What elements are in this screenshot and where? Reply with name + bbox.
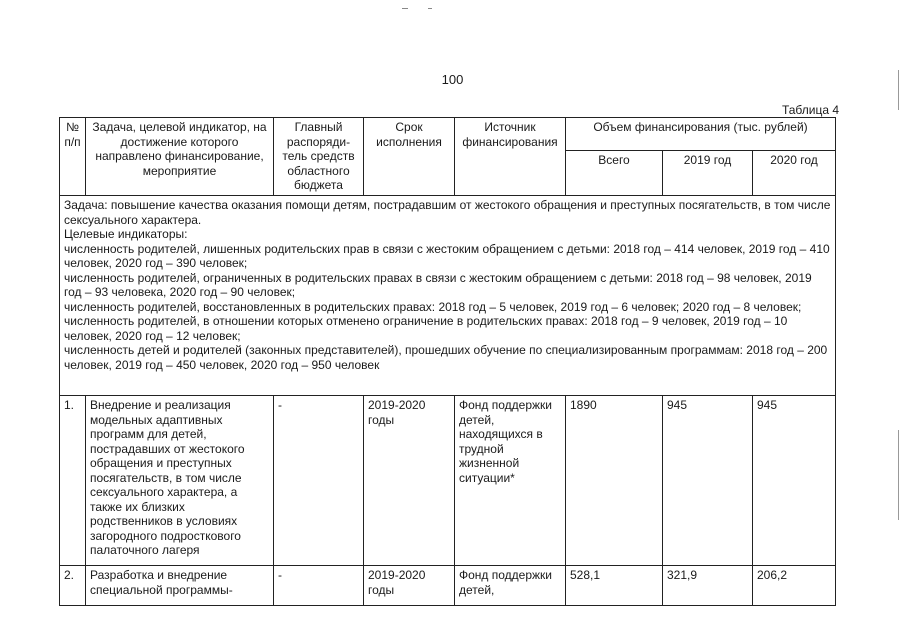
indicator-item: численность родителей, ограниченных в родительских правах в связи с жестоким обращением с детьми: 2018 год – 98 человек, 2019 год – 93 человека, 2020 год – 90 человек; [64,270,812,299]
scan-speck [428,8,432,9]
indicators-heading: Целевые индикаторы: [64,227,188,241]
row-manager: - [274,566,364,606]
row-source: Фонд поддержки детей, находящихся в трудной жизненной ситуации* [455,396,566,566]
task-description [60,196,836,396]
scan-speck [402,8,408,9]
scan-edge-mark [898,430,899,520]
row-2019: 945 [663,396,753,566]
header-total: Всего [566,151,663,196]
task-text: Задача: повышение качества оказания помощи детям, пострадавшим от жестокого обращения и преступных посягательств, в том числе сексуального характера. [64,198,831,227]
row-num: 2. [60,566,86,606]
task-row [60,196,836,396]
row-total: 1890 [566,396,663,566]
row-term: 2019-2020 годы [364,396,455,566]
header-num: № п/п [60,118,86,196]
row-source: Фонд поддержки детей, [455,566,566,606]
header-row-top [60,118,836,151]
header-2020: 2020 год [753,151,836,196]
table-row [60,396,836,566]
row-2019: 321,9 [663,566,753,606]
header-volume: Объем финансирования (тыс. рублей) [566,118,836,151]
indicator-item: численность родителей, в отношении которых отменено ограничение в родительских правах: 2018 год – 9 человек, 2019 год – 10 человек, 2020 год – 12 человек; [64,314,788,343]
indicator-item: численность детей и родителей (законных представителей), прошедших обучение по специализированным программам: 2018 год – 200 человек, 2019 год – 450 человек, 2020 год – 950 человек [64,343,828,372]
header-term: Срок исполнения [364,118,455,196]
row-manager: - [274,396,364,566]
row-measure: Внедрение и реализация модельных адаптивных программ для детей, пострадавших от жестокого обращения и преступных посягательств, в том числе сексуального характера, а также их близких родственников в условиях загородного подросткового палаточного лагеря [86,396,274,566]
header-manager: Главный распоряди-тель средств областного бюджета [274,118,364,196]
indicator-item: численность родителей, восстановленных в родительских правах: 2018 год – 5 человек, 2019 год – 6 человек; 2020 год – 8 человек; [64,299,802,314]
table-caption: Таблица 4 [781,103,839,117]
row-term: 2019-2020 годы [364,566,455,606]
row-total: 528,1 [566,566,663,606]
row-2020: 945 [753,396,836,566]
row-num: 1. [60,396,86,566]
table-row [60,566,836,606]
header-2019: 2019 год [663,151,753,196]
row-2020: 206,2 [753,566,836,606]
financing-table [59,117,836,606]
header-source: Источник финансирования [455,118,566,196]
indicator-item: численность родителей, лишенных родительских прав в связи с жестоким обращением с детьми: 2018 год – 414 человек, 2019 год – 410 человек, 2020 год – 390 человек; [64,241,830,270]
row-measure: Разработка и внедрение специальной программы- [86,566,274,606]
page-number: 100 [441,72,464,87]
header-task: Задача, целевой индикатор, на достижение которого направлено финансирование, мероприятие [86,118,274,196]
